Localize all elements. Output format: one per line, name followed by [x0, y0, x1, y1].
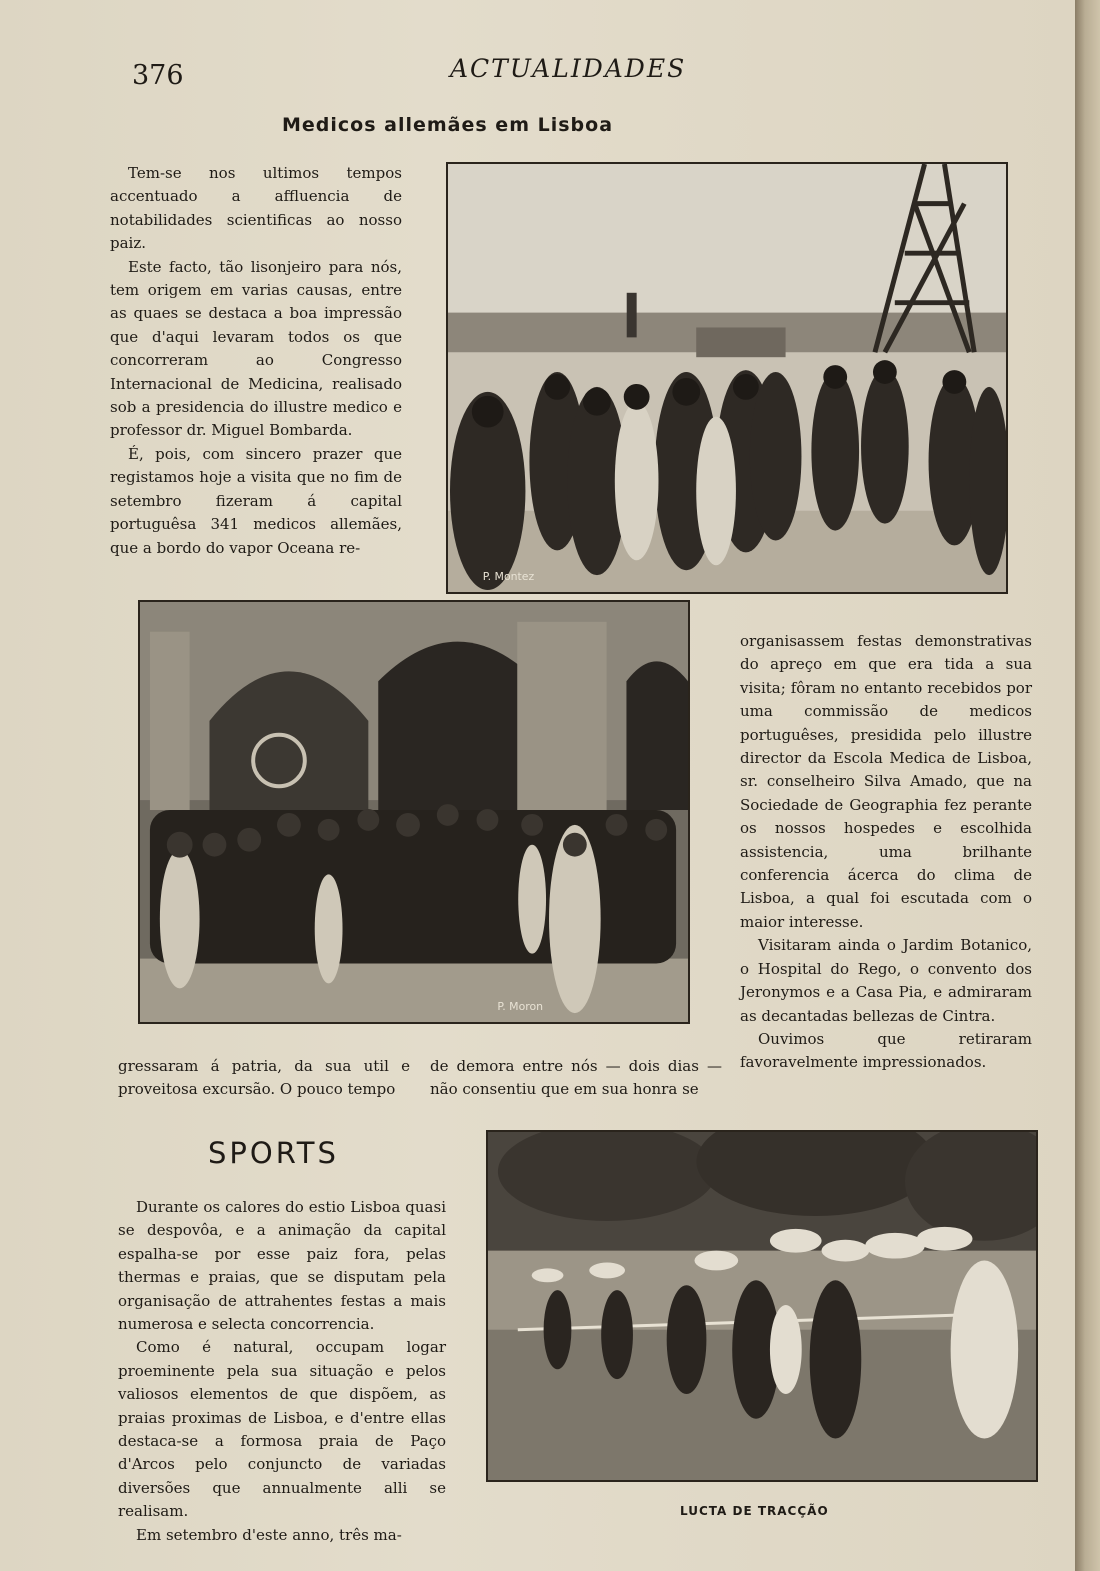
- sports-paragraph: Em setembro d'este anno, três ma-: [136, 1525, 402, 1544]
- article-paragraph: Visitaram ainda o Jardim Botanico, o Hospital do Rego, o convento dos Jeronymos e a Casa Pia, e admiraram as decantadas bellezas de Cintra.: [740, 936, 1032, 1025]
- page-edge: [1075, 0, 1100, 1571]
- article-bottom-left: gressaram á patria, da sua util e proveitosa excursão. O pouco tempo: [118, 1057, 410, 1099]
- running-title: ACTUALIDADES: [450, 54, 687, 83]
- article-column-right: [740, 630, 1032, 1075]
- article-paragraph: organisassem festas demonstrativas do apreço em que era tida a sua visita; fôram no entanto recebidos por uma commissão de medicos portuguêses, presidida pelo illustre director da Escola Medica de Lisboa, sr. conselheiro Silva Amado, que na Sociedade de Geographia fez perante os nossos hospedes e escolhida assistencia, uma brilhante conferencia ácerca do clima de Lisboa, a qual foi escutada com o maior interesse.: [740, 632, 1032, 931]
- article-headline: Medicos allemães em Lisboa: [282, 114, 614, 136]
- sports-heading: SPORTS: [208, 1136, 339, 1170]
- article-paragraph: Ouvimos que retiraram favoravelmente impressionados.: [740, 1029, 1032, 1072]
- article-column-1: [110, 162, 402, 560]
- photo-caption: LUCTA DE TRACÇÃO: [680, 1504, 829, 1518]
- photo-group-jeronymos: [138, 600, 690, 1024]
- photo-signature: P. Montez: [482, 570, 535, 584]
- article-bottom-middle: de demora entre nós — dois dias — não consentiu que em sua honra se: [430, 1057, 722, 1099]
- article-paragraph: É, pois, com sincero prazer que registamos hoje a visita que no fim de setembro fizeram á capital portuguêsa 341 medicos allemães, que a bordo do vapor Oceana re-: [110, 444, 402, 557]
- photo-signature: P. Moron: [497, 1000, 544, 1014]
- page-number: 376: [132, 60, 184, 91]
- photo-tug-of-war: [486, 1130, 1038, 1482]
- sports-paragraph: Como é natural, occupam logar proeminente pela sua situação e pelos valiosos elementos de que dispõem, as praias proximas de Lisboa, e d'entre ellas destaca-se a formosa praia de Paço d'Arcos pelo conjuncto de variadas diversões que annualmente alli se realisam.: [118, 1338, 446, 1521]
- photo-harbour-arrival: [446, 162, 1008, 594]
- article-paragraph: Tem-se nos ultimos tempos accentuado a affluencia de notabilidades scientificas ao nosso paiz.: [110, 164, 402, 253]
- sports-column: [118, 1196, 446, 1547]
- article-paragraph: Este facto, tão lisonjeiro para nós, tem origem em varias causas, entre as quaes se destaca a boa impressão que d'aqui levaram todos os que concorreram ao Congresso Internacional de Medicina, realisado sob a presidencia do illustre medico e professor dr. Miguel Bombarda.: [110, 257, 402, 440]
- sports-paragraph: Durante os calores do estio Lisboa quasi se despovôa, e a animação da capital espalha-se por esse paiz fora, pelas thermas e praias, que se disputam pela organisação de attrahentes festas a mais numerosa e selecta concorrencia.: [118, 1198, 446, 1334]
